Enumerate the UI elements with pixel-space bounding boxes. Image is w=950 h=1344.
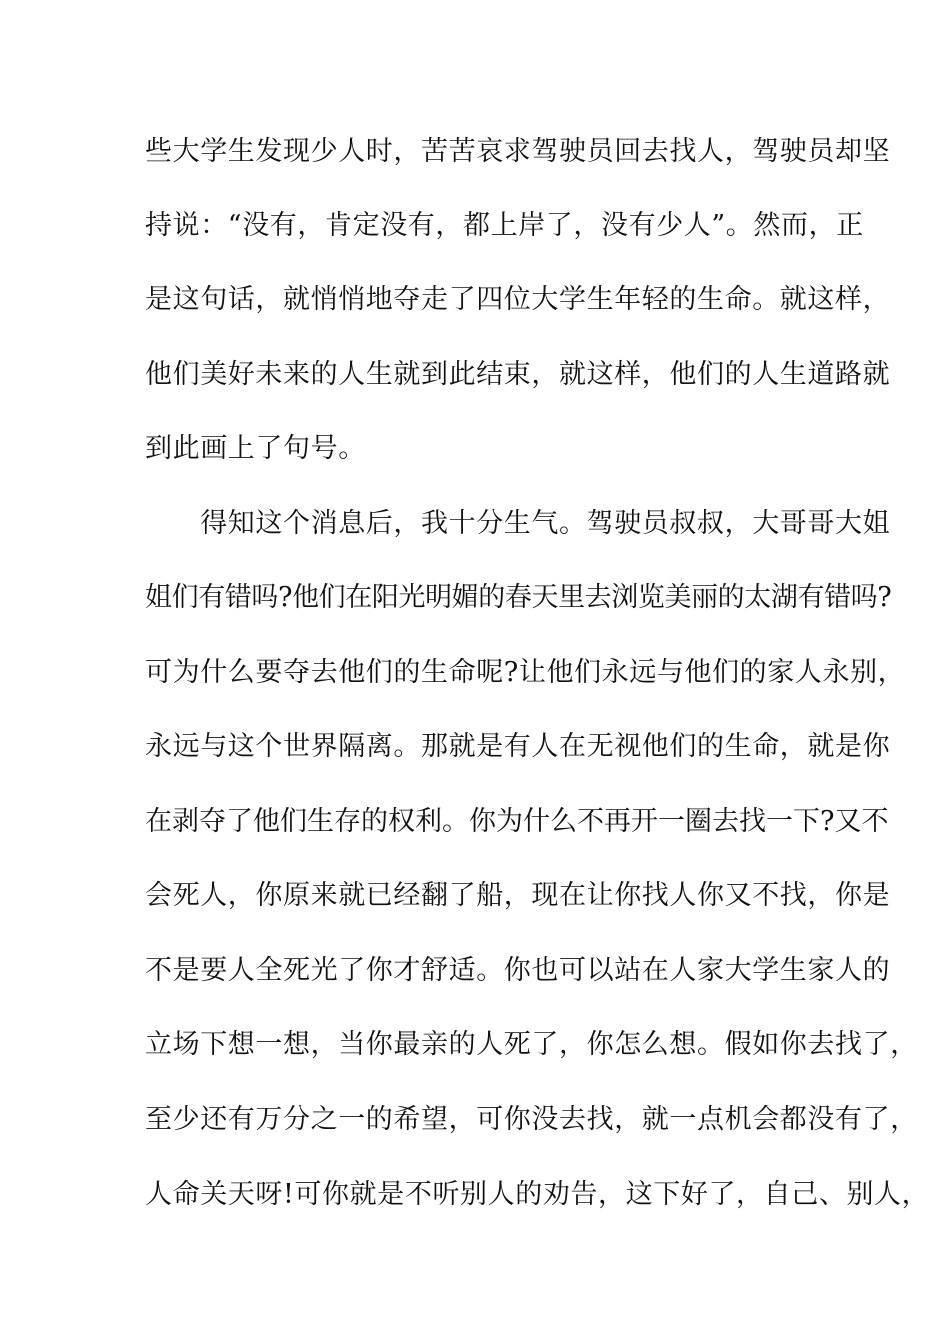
text-line: 至少还有万分之一的希望，可你没去找，就一点机会都没有了， <box>145 1104 918 1135</box>
text-line: 会死人，你原来就已经翻了船，现在让你找人你又不找，你是 <box>145 880 891 911</box>
text-line: 不是要人全死光了你才舒适。你也可以站在人家大学生家人的 <box>145 955 891 986</box>
text-line: 到此画上了句号。 <box>145 433 366 464</box>
text-line: 持说：“没有，肯定没有，都上岸了，没有少人”。然而，正 <box>145 210 864 241</box>
text-line: 永远与这个世界隔离。那就是有人在无视他们的生命，就是你 <box>145 731 891 762</box>
text-line: 人命关天呀!可你就是不听别人的劝告，这下好了，自己、别人， <box>145 1179 930 1210</box>
text-line: 在剥夺了他们生存的权利。你为什么不再开一圈去找一下?又不 <box>145 806 889 837</box>
text-line: 他们美好未来的人生就到此结束，就这样，他们的人生道路就 <box>145 359 891 390</box>
text-line: 是这句话，就悄悄地夺走了四位大学生年轻的生命。就这样， <box>145 284 891 315</box>
text-line: 姐们有错吗?他们在阳光明媚的春天里去浏览美丽的太湖有错吗? <box>145 582 892 613</box>
text-line: 得知这个消息后，我十分生气。驾驶员叔叔，大哥哥大姐 <box>145 508 891 539</box>
text-line: 立场下想一想，当你最亲的人死了，你怎么想。假如你去找了， <box>145 1029 918 1060</box>
text-line: 可为什么要夺去他们的生命呢?让他们永远与他们的家人永别， <box>145 657 906 688</box>
text-line: 些大学生发现少人时，苦苦哀求驾驶员回去找人，驾驶员却坚 <box>145 136 891 167</box>
